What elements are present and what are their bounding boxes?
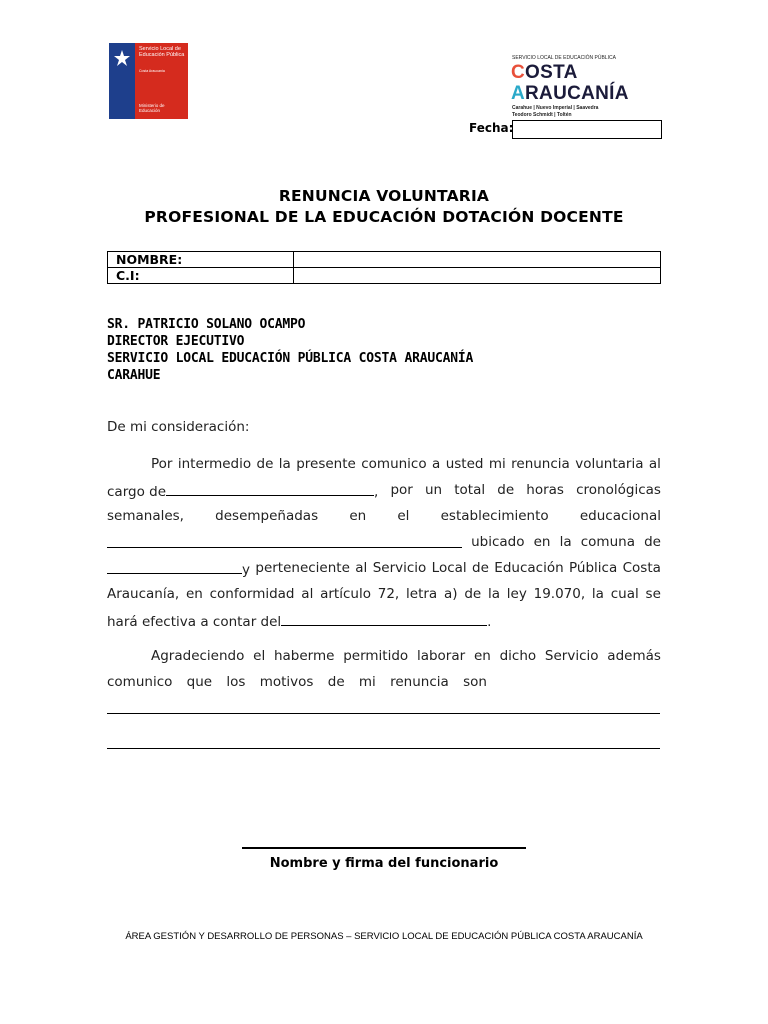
logo-service-name: Servicio Local de Educación Pública: [139, 46, 185, 58]
word: semanales,: [107, 508, 184, 524]
footer-text: ÁREA GESTIÓN Y DESARROLLO DE PERSONAS – SERVICIO LOCAL DE EDUCACIÓN PÚBLICA COSTA ARAUCANÍA: [125, 931, 643, 942]
word: en: [185, 586, 203, 602]
para1-line5: [107, 560, 661, 578]
fecha-label: Fecha:: [469, 121, 514, 135]
word: Araucanía,: [107, 586, 180, 602]
word: conformidad: [209, 586, 295, 602]
ministry-logo: [109, 43, 188, 119]
identification-table: [107, 251, 661, 284]
word: ubicado: [471, 534, 525, 550]
word: presente: [296, 456, 356, 472]
word: renuncia: [511, 456, 570, 472]
word: se: [645, 586, 661, 602]
word: a: [432, 456, 441, 472]
word: el: [253, 648, 266, 664]
fecha-field[interactable]: [512, 120, 662, 139]
word: en: [349, 508, 367, 524]
addressee-position: DIRECTOR EJECUTIVO: [107, 334, 245, 349]
logo-communes-line1: Carahue | Nuevo Imperial | Saavedra: [512, 105, 599, 111]
word: cronológicas: [576, 482, 661, 498]
para2-line2: [107, 674, 487, 690]
word: dicho: [499, 648, 537, 664]
addressee-institution: SERVICIO LOCAL EDUCACIÓN PÚBLICA COSTA ARAUCANÍA: [107, 351, 474, 366]
word: por: [390, 482, 413, 498]
word: en: [533, 534, 551, 550]
word: educacional: [579, 508, 661, 524]
signature-line[interactable]: [242, 847, 526, 849]
logo-communes-line2: Teodoro Schmidt | Toltén: [512, 112, 572, 118]
greeting: De mi consideración:: [107, 419, 250, 435]
para1-line6: [107, 586, 661, 602]
para1-line3: [107, 508, 661, 524]
word: intermedio: [177, 456, 252, 472]
fecha-efectiva-field[interactable]: [281, 612, 487, 626]
word: renuncia: [390, 674, 449, 690]
para1-line2-start: cargo de ,: [107, 484, 379, 500]
word: total: [454, 482, 486, 498]
logo-top-text: SERVICIO LOCAL DE EDUCACIÓN PÚBLICA: [512, 55, 616, 61]
word: 19.070,: [533, 586, 586, 602]
word: al: [648, 456, 661, 472]
word: motivos: [259, 674, 314, 690]
word: desempeñadas: [215, 508, 319, 524]
logo-word-araucania: ARAUCANÍA: [511, 83, 629, 104]
ci-label: C.I:: [108, 268, 294, 284]
word: Servicio: [372, 560, 427, 576]
para1-line2: [107, 482, 661, 500]
table-row: [108, 252, 661, 268]
word: horas: [526, 482, 564, 498]
word: de: [644, 534, 661, 550]
word: Pública: [569, 560, 618, 576]
word: ley: [506, 586, 527, 602]
chile-crest-icon: [113, 49, 131, 67]
establecimiento-field[interactable]: [107, 534, 462, 548]
word: la: [278, 456, 291, 472]
word: permitido: [343, 648, 409, 664]
nombre-label: NOMBRE:: [108, 252, 294, 268]
word: Local: [431, 560, 467, 576]
word: mi: [358, 674, 376, 690]
para1-line5-start: y: [107, 560, 250, 578]
word: Agradeciendo: [151, 648, 245, 664]
word: artículo: [320, 586, 371, 602]
para2-line1: [107, 648, 661, 664]
word: la: [487, 586, 500, 602]
ci-field[interactable]: [294, 268, 661, 284]
signature-label: Nombre y firma del funcionario: [269, 856, 499, 871]
para1-line1: [107, 456, 661, 472]
word: 72,: [377, 586, 400, 602]
addressee-city: CARAHUE: [107, 368, 161, 383]
word: voluntaria: [575, 456, 644, 472]
addressee-name: SR. PATRICIO SOLANO OCAMPO: [107, 317, 306, 332]
word: letra: [406, 586, 438, 602]
document-title: RENUNCIA VOLUNTARIA: [278, 187, 490, 205]
motivos-line-2[interactable]: [107, 748, 660, 749]
word: Por: [151, 456, 173, 472]
word: en: [473, 648, 491, 664]
logo-service-subname: Costa Araucanía: [139, 69, 165, 73]
word: la: [591, 586, 604, 602]
word: Educación: [494, 560, 564, 576]
word: los: [226, 674, 246, 690]
word: comunico: [107, 674, 173, 690]
word: de: [256, 456, 274, 472]
word: de: [497, 482, 515, 498]
comuna-field[interactable]: [107, 560, 242, 574]
word: Costa: [622, 560, 661, 576]
word: de: [464, 586, 482, 602]
word: de: [327, 674, 345, 690]
word: Servicio: [544, 648, 599, 664]
document-subtitle: PROFESIONAL DE LA EDUCACIÓN DOTACIÓN DOCENTE: [144, 208, 624, 226]
word: cual: [610, 586, 639, 602]
para1-line7: hará efectiva a contar del .: [107, 614, 492, 630]
word: usted: [445, 456, 484, 472]
word: además: [607, 648, 661, 664]
word: perteneciente: [255, 560, 350, 576]
costa-araucania-logo: [511, 55, 661, 119]
word: comunico: [361, 456, 427, 472]
logo-word-costa: COSTA: [511, 62, 578, 83]
word: al: [355, 560, 368, 576]
word: al: [301, 586, 314, 602]
word: un: [424, 482, 443, 498]
word: mi: [488, 456, 506, 472]
word: son: [463, 674, 487, 690]
word: establecimiento: [440, 508, 549, 524]
nombre-field[interactable]: [294, 252, 661, 268]
word: que: [186, 674, 213, 690]
word: a): [443, 586, 458, 602]
cargo-field[interactable]: [166, 482, 374, 496]
table-row: [108, 268, 661, 284]
word: haberme: [273, 648, 335, 664]
word: comuna: [580, 534, 635, 550]
word: de: [472, 560, 489, 576]
word: laborar: [416, 648, 466, 664]
logo-ministry-name: Ministerio de Educación: [139, 103, 165, 113]
word: la: [559, 534, 572, 550]
motivos-line-1[interactable]: [107, 713, 660, 714]
para1-line4: [107, 534, 661, 550]
word: el: [397, 508, 410, 524]
